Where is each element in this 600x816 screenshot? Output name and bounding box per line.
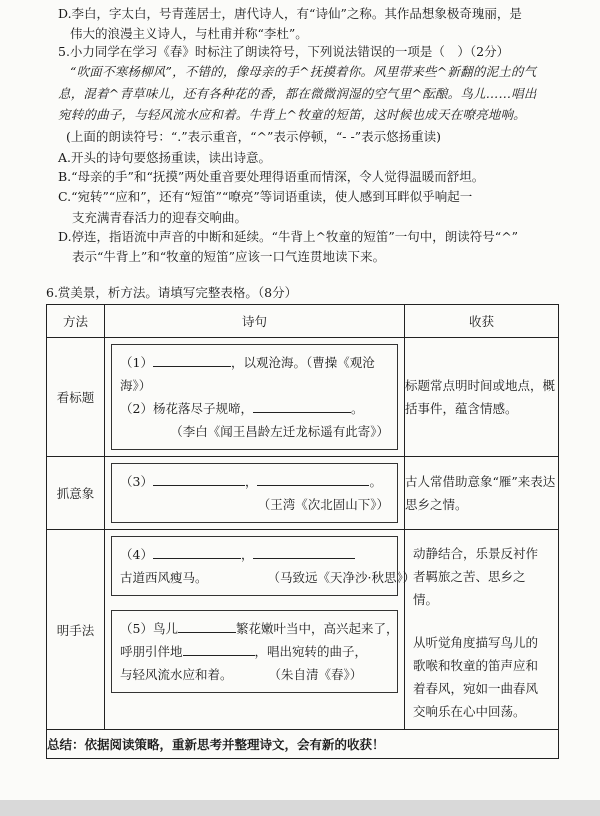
poem-cell [105, 457, 405, 530]
q5-option-c-line2: 支充满青春活力的迎春交响曲。 [72, 210, 248, 225]
q5-option-b: B.“母亲的手”和“抚摸”两处重音要处理得语重而情深，令人觉得温暖而舒坦。 [58, 169, 485, 184]
blank-7[interactable] [178, 619, 236, 633]
q5-legend: (上面的朗读符号：“.”表示重音，“^”表示停顿，“- -”表示悠扬重读) [66, 129, 441, 144]
table-row [47, 338, 559, 457]
method-cell: 抓意象 [47, 457, 105, 530]
method-cell: 看标题 [47, 338, 105, 457]
blank-8[interactable] [183, 642, 255, 656]
gain-cell: 古人常借助意象“雁”来表达思乡之情。 [405, 457, 559, 530]
poem-box: （4） ， 古道西风瘦马。 （马致远《天净沙·秋思》） [111, 536, 398, 596]
poem-box: （3） ， 。 （王湾《次北固山下》） [111, 463, 398, 523]
poem-box: （1） ，以观沧海。（曹操《观沧 海》） （2）杨花落尽子规啼， 。 （李白《闻王昌龄左迁龙标遥有此寄》） [111, 344, 398, 450]
header-method: 方法 [47, 305, 105, 338]
summary-text: 总结：依据阅读策略，重新思考并整理诗文，会有新的收获！ [47, 730, 559, 759]
header-gain: 收获 [405, 305, 559, 338]
poem-box: （5）鸟儿 繁花嫩叶当中，高兴起来了， 呼朋引伴地 ，唱出宛转的曲子， 与轻风流水应和着。 （朱自清《春》） [111, 610, 398, 693]
header-lines: 诗句 [105, 305, 405, 338]
q5-option-d-line2: 表示“牛背上”和“牧童的短笛”应该一口气连贯地读下来。 [72, 249, 386, 264]
summary-row [47, 730, 559, 759]
poem-cell [105, 338, 405, 457]
poem-cell [105, 530, 416, 730]
q5-passage-line1: “吹面不寒杨柳风”，不错的，像母亲的手^抚摸着你。风里带来些^新翻的泥土的气 [70, 64, 537, 79]
page-footer-bar [0, 800, 600, 816]
blank-6[interactable] [253, 545, 355, 559]
q5-passage-line2: 息，混着^青草味儿，还有各种花的香，都在微微润湿的空气里^酝酿。鸟儿……唱出 [58, 86, 537, 101]
gain-cell: 动静结合，乐景反衬作者羁旅之苦、思乡之情。 从听觉角度描写鸟儿的歌喉和牧童的笛声应和着春风，宛如一曲春风交响乐在心中回荡。 [405, 530, 559, 730]
table-header-row [47, 305, 559, 338]
answer-table [46, 304, 559, 759]
q6-stem: 6.赏美景，析方法。请填写完整表格。（8分） [46, 285, 298, 300]
blank-3[interactable] [153, 472, 245, 486]
method-cell: 明手法 [47, 530, 105, 730]
gain-cell: 标题常点明时间或地点，概括事件，蕴含情感。 [405, 338, 559, 457]
blank-4[interactable] [257, 472, 369, 486]
blank-2[interactable] [253, 399, 351, 413]
q5-option-a: A.开头的诗句要悠扬重读，读出诗意。 [58, 150, 272, 165]
blank-1[interactable] [153, 353, 231, 367]
q5-passage-line3: 宛转的曲子，与轻风流水应和着。牛背上^牧童的短笛，这时候也成天在嘹亮地响。 [58, 107, 526, 122]
q4-option-d-line1: D.李白，字太白，号青莲居士，唐代诗人，有“诗仙”之称。其作品想象极奇瑰丽，是 [58, 6, 522, 21]
table-row [47, 457, 559, 530]
q5-option-d-line1: D.停连，指语流中声音的中断和延续。“牛背上^牧童的短笛”一句中，朗读符号“^” [58, 229, 519, 244]
table-row [47, 530, 559, 730]
q4-option-d-line2: 伟大的浪漫主义诗人，与杜甫并称“李杜”。 [70, 26, 308, 41]
q5-stem: 5.小力同学在学习《春》时标注了朗读符号，下列说法错误的一项是（ ）（2分） [58, 44, 510, 59]
q5-option-c-line1: C.“宛转”“应和”，还有“短笛”“嘹亮”等词语重读，使人感到耳畔似乎响起一 [58, 189, 473, 204]
blank-5[interactable] [153, 545, 241, 559]
